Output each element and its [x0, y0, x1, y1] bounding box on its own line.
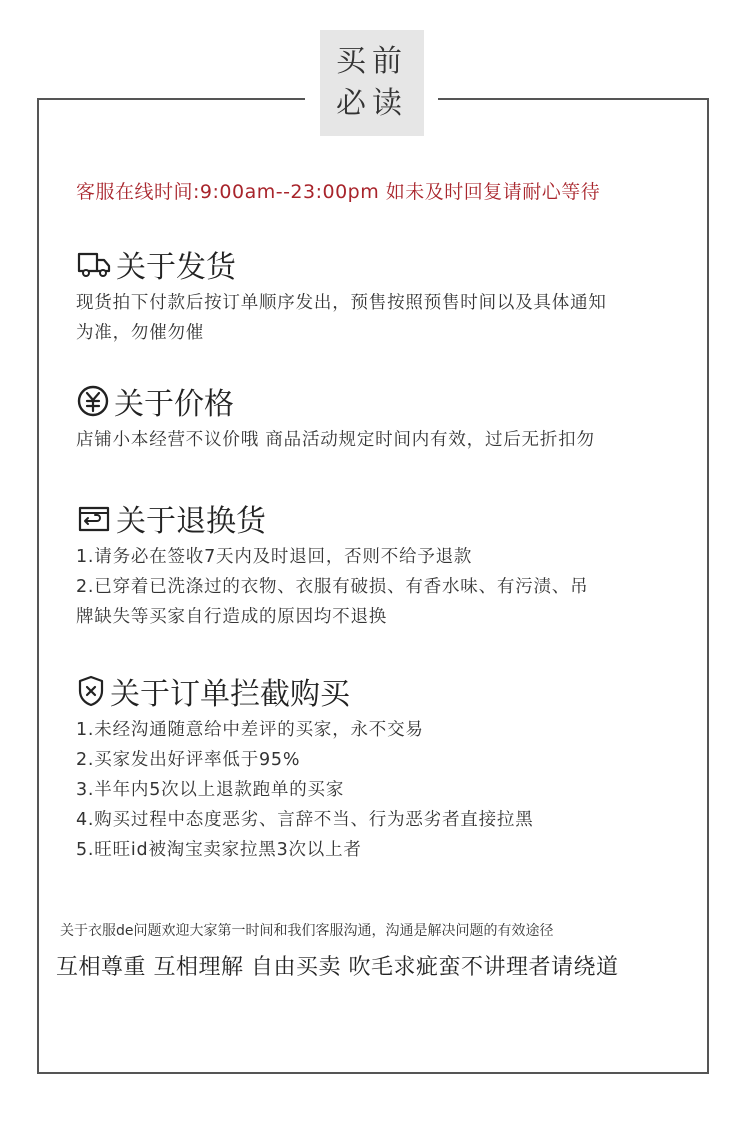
section-heading [76, 669, 676, 713]
body-line: 为准，勿催勿催 [76, 323, 205, 343]
section-body [76, 715, 676, 865]
section-shipping [76, 242, 676, 348]
body-line: 3.半年内5次以上退款跑单的买家 [76, 780, 345, 800]
section-title: 关于订单拦截购买 [110, 677, 350, 712]
truck-icon [76, 249, 112, 279]
section-heading [76, 379, 676, 423]
body-line: 2.已穿着已洗涤过的衣物、衣服有破损、有香水味、有污渍、吊 [76, 577, 589, 597]
footer-motto: 互相尊重 互相理解 自由买卖 吹毛求疵蛮不讲理者请绕道 [56, 955, 619, 980]
return-box-icon [76, 502, 112, 534]
section-returns [76, 496, 676, 632]
section-heading [76, 496, 676, 540]
body-line: 5.旺旺id被淘宝卖家拉黑3次以上者 [76, 840, 362, 860]
service-hours: 客服在线时间:9:00am--23:00pm 如未及时回复请耐心等待 [76, 181, 601, 203]
body-line: 店铺小本经营不议价哦 商品活动规定时间内有效，过后无折扣勿 [76, 430, 595, 450]
footer-note: 关于衣服de问题欢迎大家第一时间和我们客服沟通，沟通是解决问题的有效途径 [60, 923, 554, 939]
body-line: 4.购买过程中态度恶劣、言辞不当、行为恶劣者直接拉黑 [76, 810, 534, 830]
section-body [76, 542, 676, 632]
section-body [76, 288, 676, 348]
body-line: 现货拍下付款后按订单顺序发出，预售按照预售时间以及具体通知 [76, 293, 607, 313]
page-title [320, 30, 424, 136]
title-line-1: 买前 [336, 44, 408, 79]
section-heading [76, 242, 676, 286]
section-price [76, 379, 676, 455]
section-title: 关于价格 [114, 387, 234, 422]
section-order-block [76, 669, 676, 865]
shield-x-icon [76, 674, 106, 708]
title-line-2: 必读 [336, 86, 408, 121]
section-title: 关于退换货 [116, 504, 266, 539]
section-body [76, 425, 676, 455]
body-line: 2.买家发出好评率低于95% [76, 750, 301, 770]
yen-circle-icon [76, 384, 110, 418]
body-line: 牌缺失等买家自行造成的原因均不退换 [76, 607, 388, 627]
body-line: 1.未经沟通随意给中差评的买家，永不交易 [76, 720, 424, 740]
body-line: 1.请务必在签收7天内及时退回，否则不给予退款 [76, 547, 473, 567]
section-title: 关于发货 [116, 250, 236, 285]
